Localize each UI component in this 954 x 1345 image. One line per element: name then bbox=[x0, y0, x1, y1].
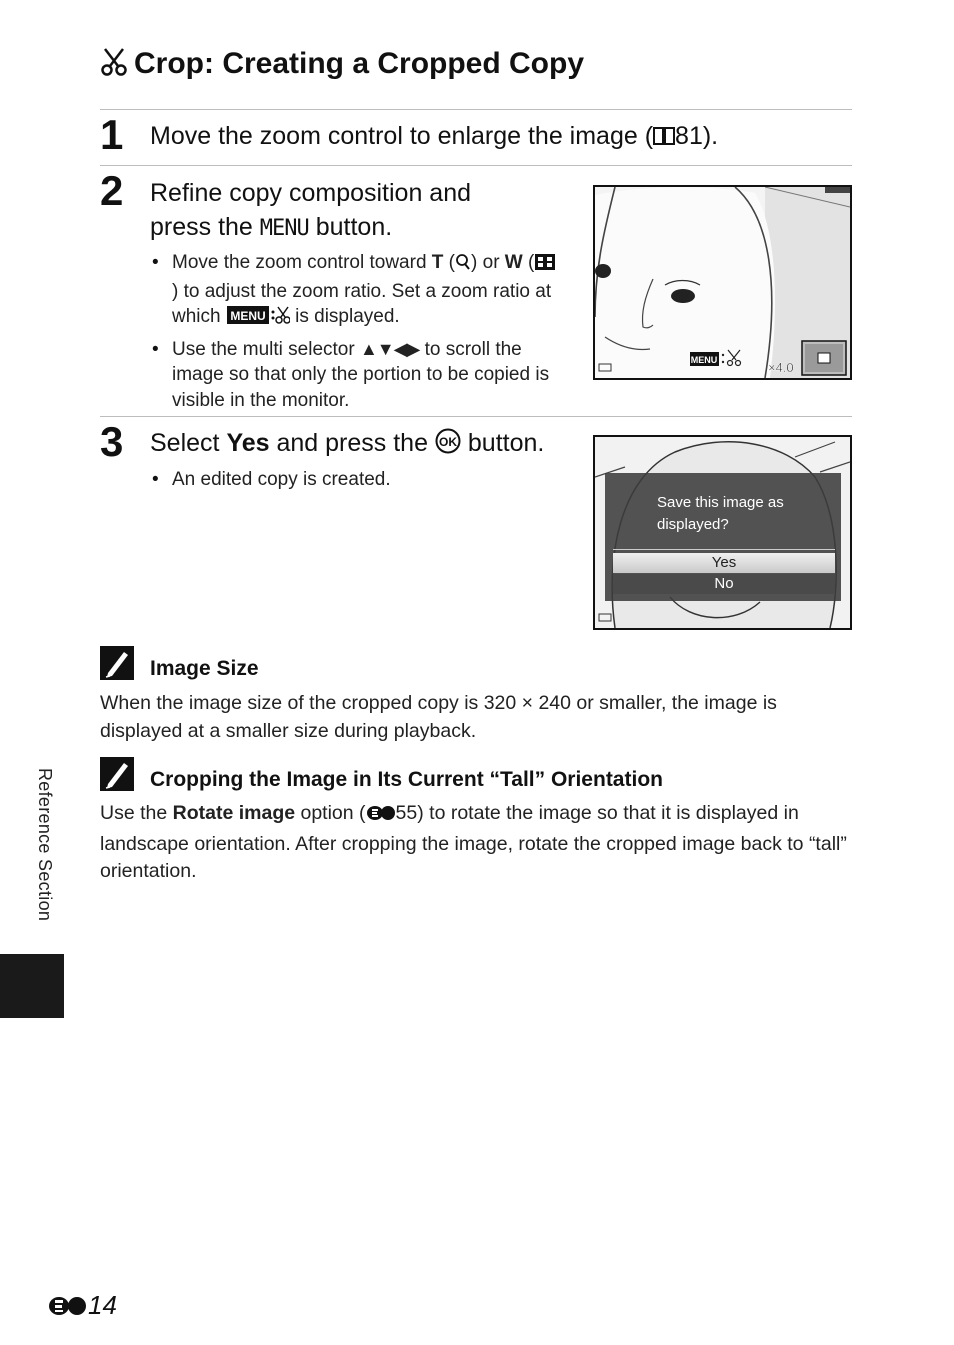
svg-text:MENU: MENU bbox=[230, 309, 266, 323]
page-title bbox=[100, 46, 584, 84]
note-pencil-icon bbox=[100, 757, 134, 791]
camera-screen-zoom bbox=[593, 185, 852, 380]
note-title: Image Size bbox=[150, 657, 259, 680]
divider bbox=[100, 416, 852, 417]
section-tab bbox=[0, 954, 64, 1018]
note-pencil-icon bbox=[100, 646, 134, 680]
step-2-number: 2 bbox=[100, 167, 124, 214]
scissors-icon bbox=[100, 46, 128, 84]
step-3-heading: Select Yes and press the OK button. bbox=[150, 426, 544, 463]
divider bbox=[100, 109, 852, 110]
zoom-ratio-label: ×4.0 bbox=[768, 360, 794, 375]
camera-screen-save-dialog bbox=[593, 435, 852, 630]
menu-crop-icon bbox=[226, 305, 290, 333]
multi-selector-arrows-icon: ▲▼◀▶ bbox=[359, 338, 420, 359]
step-2-heading: Refine copy composition and press the MENU button. bbox=[150, 179, 472, 241]
zoomed-face-illustration bbox=[595, 187, 850, 378]
step-3-bullets bbox=[150, 467, 560, 497]
svg-text:OK: OK bbox=[438, 435, 457, 449]
ok-button-icon bbox=[435, 428, 461, 463]
note-title: Cropping the Image in Its Current “Tall” Orientation bbox=[150, 768, 663, 791]
reference-section-icon bbox=[48, 1293, 88, 1324]
thumbnail-icon bbox=[534, 253, 556, 279]
step-1-number: 1 bbox=[100, 111, 124, 158]
divider bbox=[100, 165, 852, 166]
title-text: Crop: Creating a Cropped Copy bbox=[134, 47, 585, 80]
reference-section-icon bbox=[366, 803, 396, 831]
dialog-option-yes[interactable]: Yes bbox=[613, 553, 835, 573]
zoom-in-icon bbox=[455, 253, 471, 279]
menu-button-glyph: MENU bbox=[259, 216, 309, 241]
step-2-bullets bbox=[150, 250, 560, 417]
page-number: 14 bbox=[48, 1290, 117, 1324]
note-body: When the image size of the cropped copy is 320 × 240 or smaller, the image is displayed at a smaller size during playback. bbox=[100, 692, 777, 742]
dialog-divider bbox=[613, 549, 835, 550]
book-reference-icon bbox=[653, 122, 675, 156]
step-3-number: 3 bbox=[100, 418, 124, 465]
section-label: Reference Section bbox=[35, 768, 55, 922]
list-item: • Use the multi selector ▲▼◀▶ to scroll the image so that only the portion to be copied is visible in the monitor. bbox=[150, 337, 560, 414]
list-item: • An edited copy is created. bbox=[150, 467, 560, 493]
dialog-option-no[interactable]: No bbox=[613, 574, 835, 594]
list-item: • Move the zoom control toward T ( ) or W () to adjust the zoom ratio. Set a zoom ratio at which MENU is displayed. bbox=[150, 250, 560, 333]
step-1-text: Move the zoom control to enlarge the image ( 81). bbox=[150, 119, 718, 156]
dialog-prompt: Save this image as displayed? bbox=[657, 494, 784, 533]
note-body: Use the Rotate image option ( 55) to rotate the image so that it is displayed in landscape orientation. After cropping the image, rotate the cropped image back to “tall” orientation. bbox=[100, 802, 847, 882]
menu-label: MENU bbox=[690, 355, 718, 365]
